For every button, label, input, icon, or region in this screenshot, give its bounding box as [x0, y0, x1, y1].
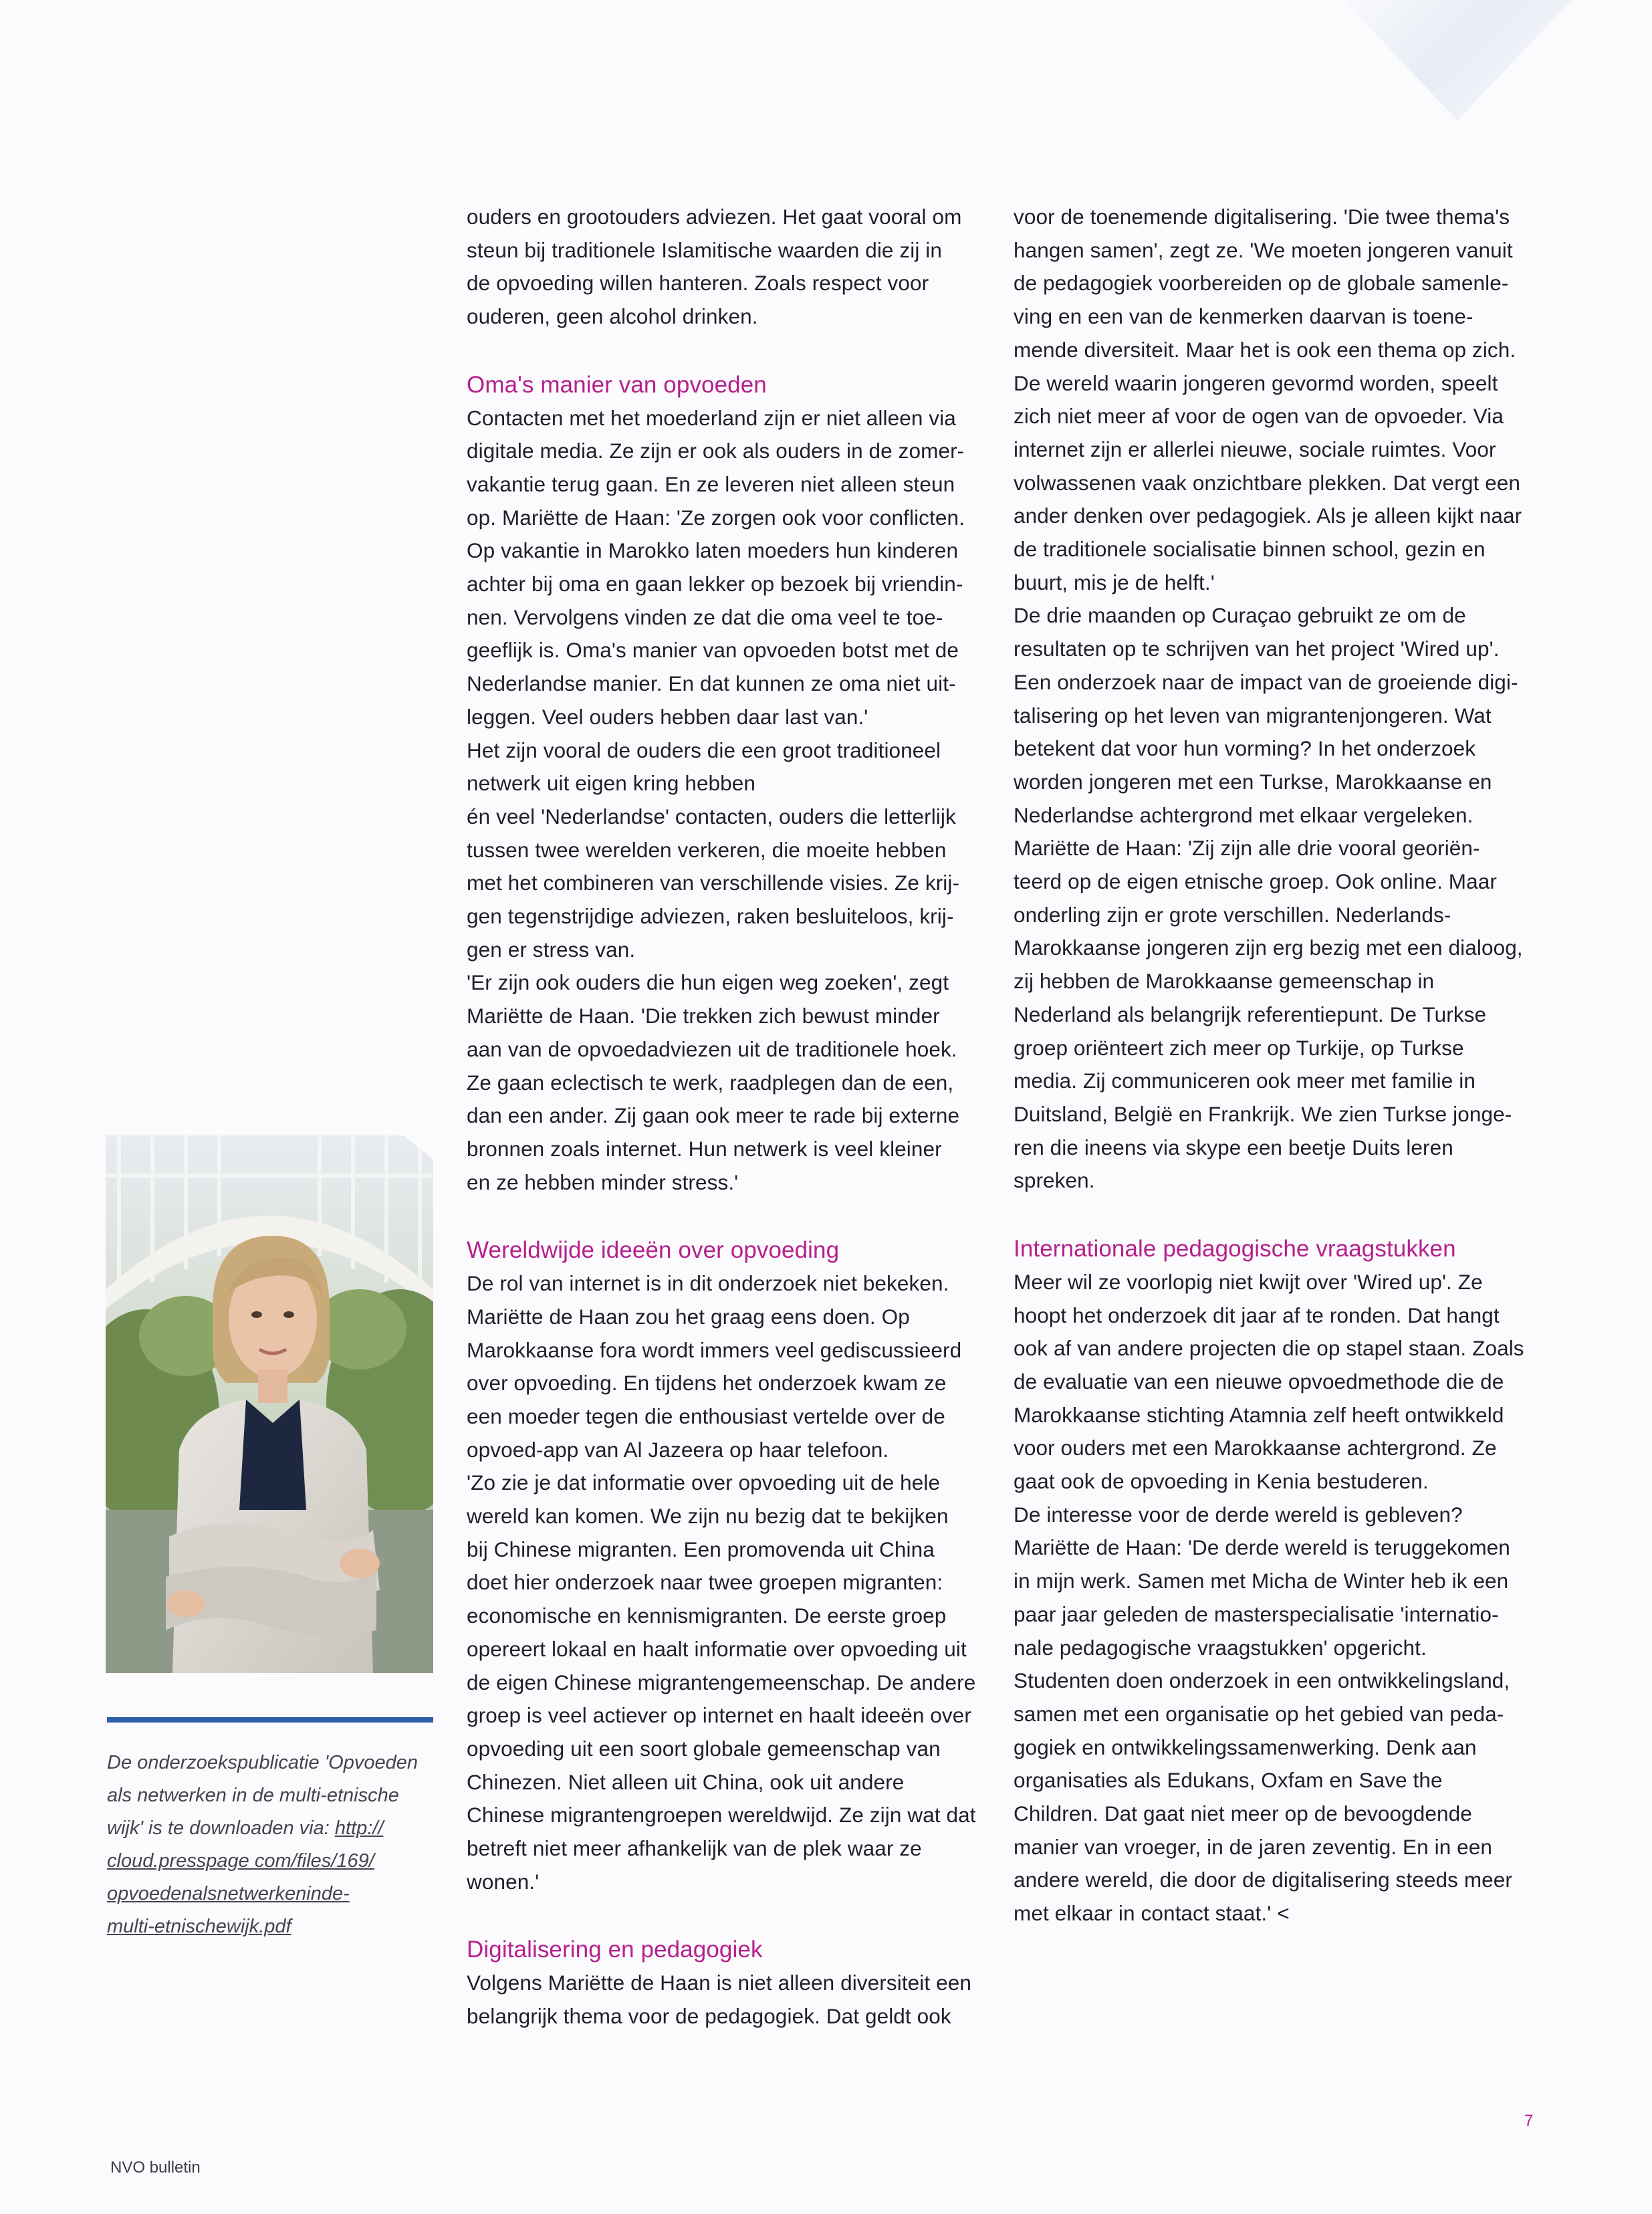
caption-text: De onderzoekspublicatie 'Opvoeden als netwerken in de multi-etnische wijk' is te downloaden via:: [107, 1752, 419, 1839]
publication-name: NVO bulletin: [110, 2158, 201, 2177]
caption-divider: [107, 1717, 433, 1723]
paragraph: voor de toenemende digitalisering. 'Die twee thema's hangen samen', zegt ze. 'We moeten jongeren vanuit de pedagogiek voorbereiden op de globale samenle- ving en een van de kenmerken daarvan is toene- mende diversiteit. Maar het is ook een thema op zich. De wereld waarin jongeren gevormd worden, speelt zich niet meer af voor de ogen van de opvoeder. Via internet zijn er allerlei nieuwe, sociale ruimtes. Voor volwassenen vaak onzichtbare plekken. Dat vergt een ander denken over pedagogiek. Als je alleen kijkt naar de traditionele socialisatie binnen school, gezin en buurt, mis je de helft.': [1014, 205, 1522, 594]
section-heading-digitalisering: Digitalisering en pedagogiek: [467, 1936, 763, 1963]
photo-caption: [107, 1747, 441, 1943]
download-link[interactable]: http:// cloud.presspage com/files/169/ opvoedenalsnetwerkeninde- multi-etnischewijk.pdf: [107, 1817, 384, 1937]
paragraph: ouders en grootouders adviezen. Het gaat vooral om steun bij traditionele Islamitische waarden die zij in de opvoeding willen hanteren. Zoals respect voor ouderen, geen alcohol drinken.: [467, 205, 962, 329]
article-column-middle: [467, 201, 981, 2033]
paragraph: Het zijn vooral de ouders die een groot traditioneel netwerk uit eigen kring hebben én veel 'Nederlandse' contacten, ouders die letterlijk tussen twee werelden verkeren, die moeite hebben met het combineren van verschillende visies. Ze krij- gen tegenstrijdige adviezen, raken besluiteloos, krij- gen er stress van.: [467, 738, 960, 962]
paragraph: De rol van internet is in dit onderzoek niet bekeken. Mariëtte de Haan zou het graag eens doen. Op Marokkaanse fora wordt immers veel gediscussieerd over opvoeding. En tijdens het onderzoek kwam ze een moeder tegen die enthousiast vertelde over de opvoed-app van Al Jazeera op haar telefoon.: [467, 1271, 962, 1462]
section-heading-wereldwijde-ideeen: Wereldwijde ideeën over opvoeding: [467, 1237, 840, 1264]
page-number: 7: [1524, 2112, 1534, 2130]
corner-decoration: [1318, 0, 1572, 120]
paragraph: Contacten met het moederland zijn er niet alleen via digitale media. Ze zijn er ook als ouders in de zomer- vakantie terug gaan. En ze leveren niet alleen steun op. Mariëtte de Haan: 'Ze zorgen ook voor conflicten. Op vakantie in Marokko laten moeders hun kinderen achter bij oma en gaan lekker op bezoek bij vriendin- nen. Vervolgens vinden ze dat die oma veel te toe- geeflijk is. Oma's manier van opvoeden botst met de Nederlandse manier. En dat kunnen ze oma niet uit- leggen. Veel ouders hebben daar last van.': [467, 405, 965, 729]
article-column-right: [1014, 201, 1528, 1930]
paragraph: Volgens Mariëtte de Haan is niet alleen diversiteit een belangrijk thema voor de pedagogiek. Dat geldt ook: [467, 1971, 971, 2028]
section-heading-internationale: Internationale pedagogische vraagstukken: [1014, 1236, 1456, 1262]
paragraph: 'Zo zie je dat informatie over opvoeding uit de hele wereld kan komen. We zijn nu bezig dat te bekijken bij Chinese migranten. Een promovenda uit China doet hier onderzoek naar twee groepen migranten: economische en kennismigranten. De eerste groep opereert lokaal en haalt informatie over opvoeding uit de eigen Chinese migrantengemeenschap. De andere groep is veel actiever op internet en haalt ideeën over opvoeding uit een soort globale gemeenschap van Chinezen. Niet alleen uit China, ook uit andere Chinese migrantengroepen wereldwijd. Ze zijn wat dat betreft niet meer afhankelijk van de plek waar ze wonen.': [467, 1470, 976, 1894]
section-heading-omas-manier: Oma's manier van opvoeden: [467, 371, 767, 398]
paragraph: De drie maanden op Curaçao gebruikt ze om de resultaten op te schrijven van het project 'Wired up'. Een onderzoek naar de impact van de groeiende digi- talisering op het leven van migrantenjongeren. Wat betekent dat voor hun vorming? In het onderzoek worden jongeren met een Turkse, Marokkaanse en Nederlandse achtergrond met elkaar vergeleken. Mariëtte de Haan: 'Zij zijn alle drie vooral georiën- teerd op de eigen etnische groep. Ook online. Maar onderling zijn er grote verschillen. Nederlands- Marokkaanse jongeren zijn erg bezig met een dialoog, zij hebben de Marokkaanse gemeenschap in Nederland als belangrijk referentiepunt. De Turkse groep oriënteert zich meer op Turkije, op Turkse media. Zij communiceren ook meer met familie in Duitsland, België en Frankrijk. We zien Turkse jonge- ren die ineens via skype een beetje Duits leren spreken.: [1014, 603, 1523, 1193]
portrait-photo: [106, 1135, 433, 1673]
paragraph: De interesse voor de derde wereld is gebleven? Mariëtte de Haan: 'De derde wereld is teruggekomen in mijn werk. Samen met Micha de Winter heb ik een paar jaar geleden de masterspecialisatie 'internatio- nale pedagogische vraagstukken' opgericht. Studenten doen onderzoek in een ontwikkelingsland, samen met een organisatie op het gebied van peda- gogiek en ontwikkelingssamenwerking. Denk aan organisaties als Edukans, Oxfam en Save the Children. Dat gaat niet meer op de bevoogdende manier van vroeger, in de jaren zeventig. En in een andere wereld, die door de digitalisering steeds meer met elkaar in contact staat.' <: [1014, 1502, 1512, 1926]
paragraph: Meer wil ze voorlopig niet kwijt over 'Wired up'. Ze hoopt het onderzoek dit jaar af te ronden. Dat hangt ook af van andere projecten die op stapel staan. Zoals de evaluatie van een nieuwe opvoedmethode die de Marokkaanse stichting Atamnia zelf heeft ontwikkeld voor ouders met een Marokkaanse achtergrond. Ze gaat ook de opvoeding in Kenia bestuderen.: [1014, 1269, 1524, 1494]
paragraph: 'Er zijn ook ouders die hun eigen weg zoeken', zegt Mariëtte de Haan. 'Die trekken zich bewust minder aan van de opvoedadviezen uit de traditionele hoek. Ze gaan eclectisch te werk, raadplegen dan de een, dan een ander. Zij gaan ook meer te rade bij externe bronnen zoals internet. Hun netwerk is veel kleiner en ze hebben minder stress.': [467, 970, 960, 1194]
